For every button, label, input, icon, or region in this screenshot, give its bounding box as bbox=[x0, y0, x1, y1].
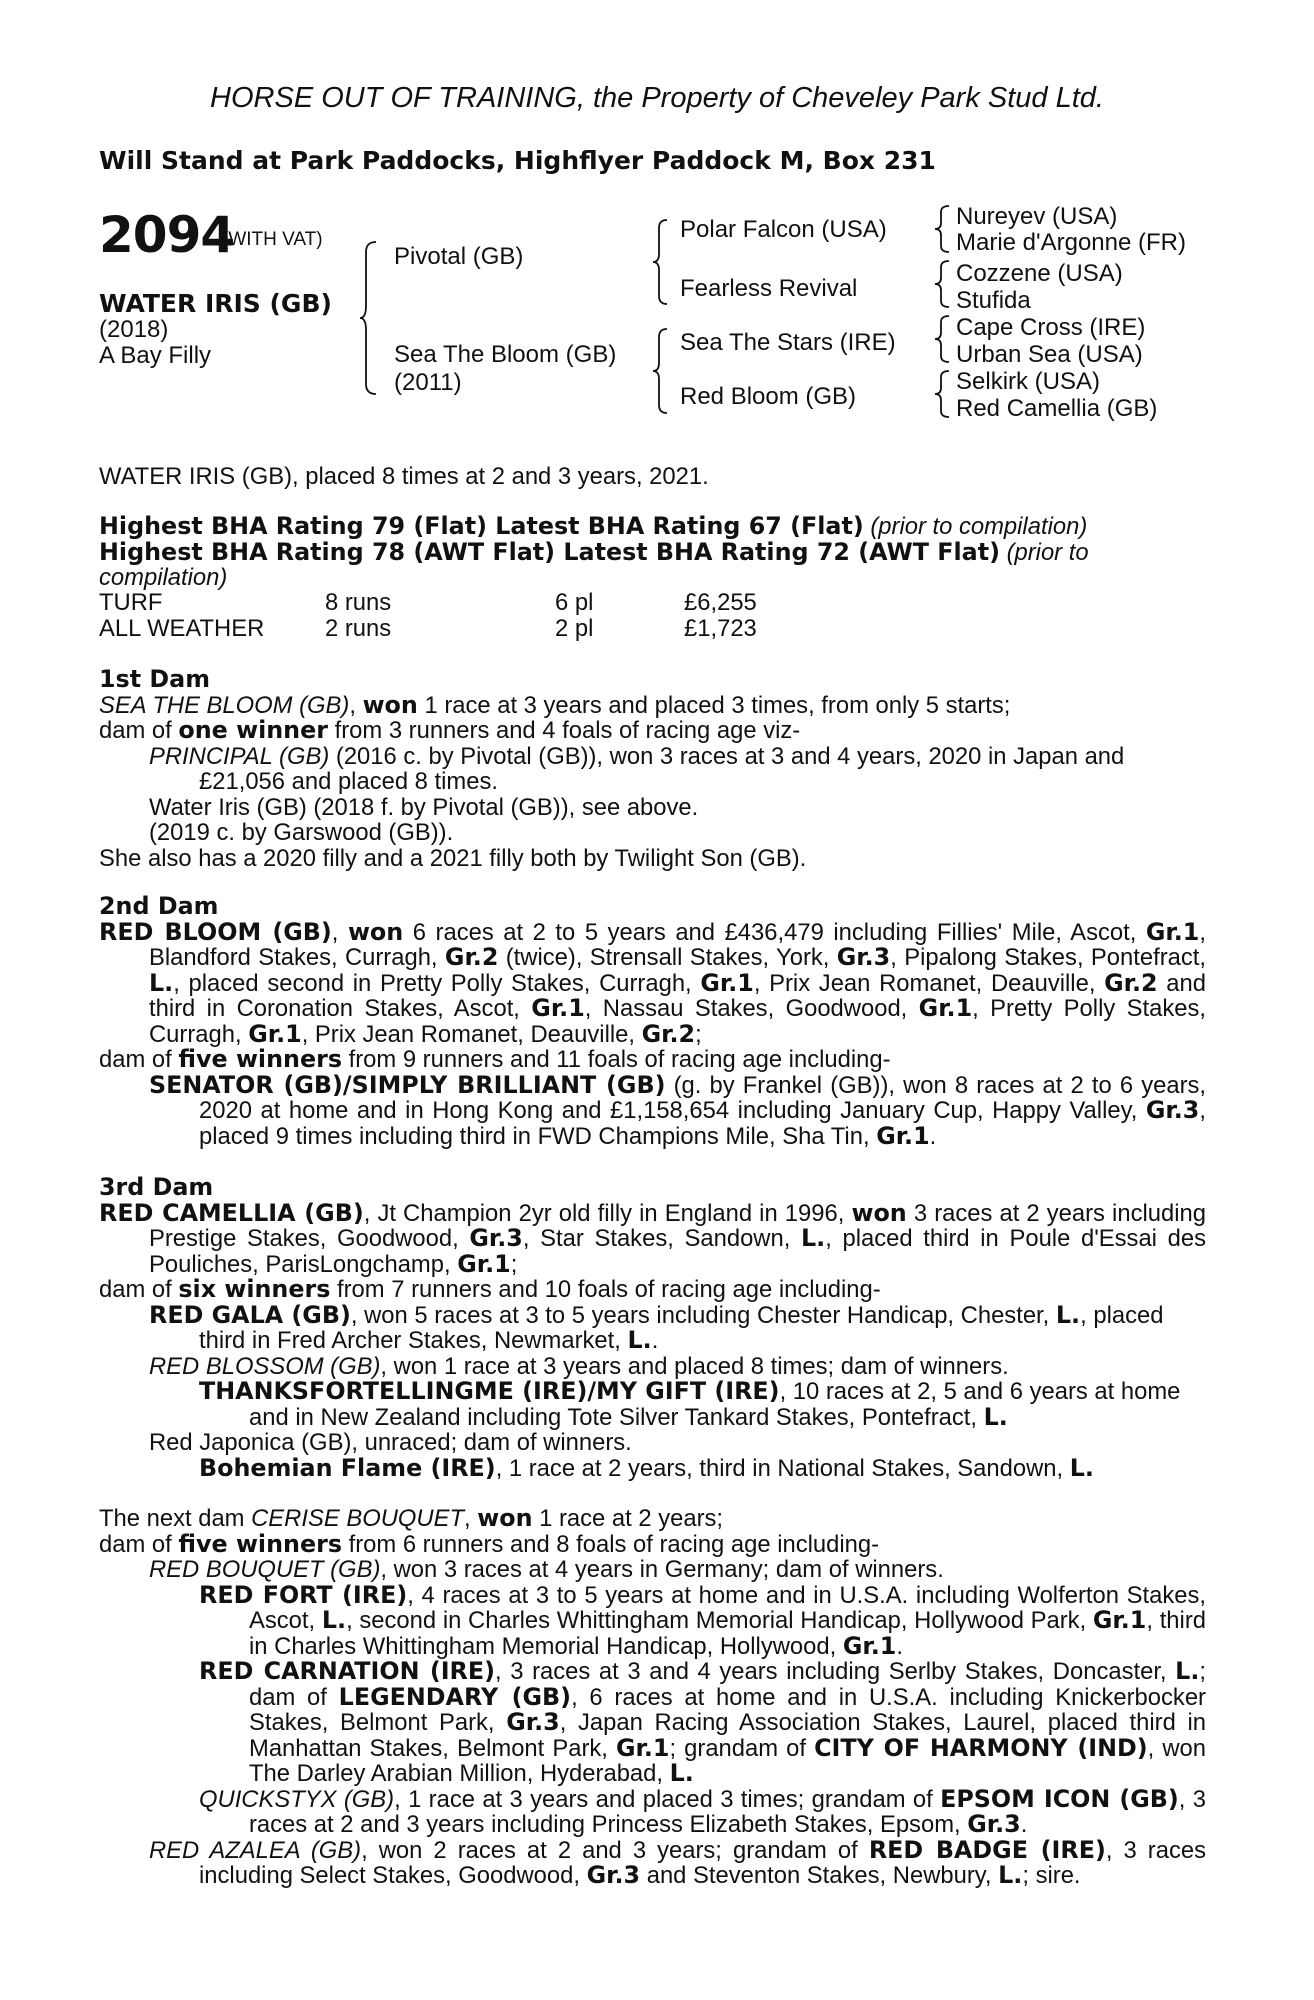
pedigree-brace-dam bbox=[653, 327, 671, 415]
dam-name: CERISE BOUQUET bbox=[251, 1505, 465, 1532]
text: , 10 races at 2, 5 and 6 years at home and in New Zealand including Tote Silver Tankard Stakes, Pontefract, bbox=[249, 1378, 1181, 1431]
winners-count: one winner bbox=[178, 716, 328, 744]
text: ; sire. bbox=[1022, 1862, 1081, 1889]
rating-line bbox=[99, 537, 1206, 591]
pedigree-dam-year: (2011) bbox=[394, 369, 462, 396]
winners-count: five winners bbox=[178, 1529, 343, 1558]
text: from 7 runners and 10 foals of racing age including- bbox=[330, 1276, 881, 1303]
next-dam-section bbox=[99, 1506, 1206, 1889]
text: , 1 race at 2 years, third in National Stakes, Sandown, bbox=[495, 1454, 1070, 1482]
text: , placed third in Fred Archer Stakes, Newmarket, bbox=[199, 1301, 1164, 1354]
text: , Prix Jean Romanet, Deauville, bbox=[753, 969, 1105, 997]
pedigree-brace-ggp-2 bbox=[935, 259, 953, 309]
grade-label: Gr.3 bbox=[586, 1861, 641, 1889]
text: . bbox=[929, 1122, 937, 1150]
text: , 1 race at 3 years and placed 3 times; grandam of bbox=[394, 1785, 941, 1813]
ratings-block bbox=[99, 514, 1206, 591]
produce-intro bbox=[99, 1529, 1206, 1558]
listed-label: L. bbox=[627, 1326, 652, 1354]
dam-record bbox=[99, 1198, 1206, 1278]
produce-name: RED CARNATION (IRE) bbox=[199, 1657, 496, 1685]
pedigree-dam-sire: Sea The Stars (IRE) bbox=[680, 329, 896, 356]
text: , placed 9 times including third in FWD Champions Mile, Sha Tin, bbox=[199, 1097, 1206, 1150]
text: . bbox=[1020, 1811, 1028, 1838]
rating-values: Highest BHA Rating 79 (Flat) Latest BHA Rating 67 (Flat) bbox=[99, 512, 864, 540]
record-placed: 6 pl bbox=[555, 589, 594, 616]
winners-count: six winners bbox=[178, 1275, 331, 1303]
text: , placed third in Poule d'Essai des Pouliches, ParisLongchamp, bbox=[149, 1225, 1206, 1278]
text: ; bbox=[695, 1020, 702, 1048]
text: , Japan Racing Association Stakes, Laurel, placed third in Manhattan Stakes, Belmont Park, bbox=[249, 1709, 1206, 1762]
winners-count: five winners bbox=[178, 1045, 343, 1073]
text: , Pipalong Stakes, Pontefract, bbox=[890, 944, 1206, 971]
grade-label: Gr.3 bbox=[469, 1224, 523, 1252]
grade-label: Gr.3 bbox=[836, 943, 891, 971]
produce-entry: Red Japonica (GB), unraced; dam of winners. bbox=[149, 1429, 632, 1456]
pedigree-ggp: Stufida bbox=[956, 287, 1031, 314]
grade-label: Gr.1 bbox=[1092, 1606, 1147, 1634]
grade-label: Gr.3 bbox=[1145, 1096, 1200, 1124]
produce-intro bbox=[99, 718, 1206, 744]
produce-name: RED BADGE (IRE) bbox=[868, 1835, 1106, 1864]
text: , Jt Champion 2yr old filly in England in 1996, bbox=[363, 1199, 852, 1227]
grade-label: Gr.3 bbox=[506, 1708, 560, 1736]
produce-name: RED AZALEA (GB) bbox=[149, 1836, 362, 1864]
section-heading: 1st Dam bbox=[99, 665, 210, 693]
dam-record bbox=[99, 917, 1206, 1048]
text: , won 5 races at 3 to 5 years including Chester Handicap, Chester, bbox=[350, 1301, 1056, 1329]
produce-entry bbox=[199, 1453, 1206, 1482]
won-label: won bbox=[347, 917, 404, 946]
record-runs: 8 runs bbox=[325, 589, 392, 616]
text: 1 race at 3 years and placed 3 times, from only 5 starts; bbox=[417, 691, 1011, 719]
text: , 3 races at 3 and 4 years including Serlby Stakes, Doncaster, bbox=[495, 1658, 1176, 1685]
text: dam of bbox=[99, 1276, 179, 1303]
grade-label: Gr.1 bbox=[531, 994, 585, 1022]
produce-note: She also has a 2020 filly and a 2021 filly both by Twilight Son (GB). bbox=[99, 844, 807, 872]
horse-name: WATER IRIS (GB) bbox=[99, 289, 332, 318]
text: , 3 races including Select Stakes, Goodwood, bbox=[199, 1836, 1206, 1889]
dam-record bbox=[99, 1506, 1206, 1532]
text: . bbox=[896, 1632, 903, 1660]
lot-number: 2094 bbox=[99, 206, 235, 264]
pedigree-ggp: Urban Sea (USA) bbox=[956, 341, 1143, 368]
text: from 3 runners and 4 foals of racing age viz- bbox=[328, 717, 801, 744]
produce-entry bbox=[199, 1379, 1206, 1430]
produce-entry bbox=[199, 1659, 1206, 1787]
text: from 6 runners and 8 foals of racing age including- bbox=[342, 1530, 880, 1558]
pedigree-dam: Sea The Bloom (GB) bbox=[394, 341, 617, 368]
produce-name: EPSOM ICON (GB) bbox=[940, 1784, 1179, 1813]
horse-description: A Bay Filly bbox=[99, 342, 212, 369]
pedigree-brace-ggp-3 bbox=[935, 314, 953, 364]
text: 6 races at 2 to 5 years and £436,479 including Fillies' Mile, Ascot, bbox=[403, 918, 1146, 946]
rating-note: (prior to compilation) bbox=[870, 513, 1088, 540]
listed-label: L. bbox=[149, 968, 174, 997]
text: (2016 c. by Pivotal (GB)), won 3 races at 3 and 4 years, 2020 in Japan and £21,056 and placed 8 times. bbox=[199, 742, 1125, 795]
horse-year: (2018) bbox=[99, 316, 169, 343]
text: , Blandford Stakes, Curragh, bbox=[149, 918, 1206, 971]
pedigree-sire: Pivotal (GB) bbox=[394, 243, 524, 270]
grade-label: Gr.2 bbox=[1104, 968, 1158, 997]
produce-entry: Water Iris (GB) (2018 f. by Pivotal (GB)), see above. bbox=[149, 793, 699, 821]
produce-name: SENATOR (GB)/SIMPLY BRILLIANT (GB) bbox=[149, 1070, 666, 1099]
grade-label: Gr.1 bbox=[842, 1631, 897, 1660]
grade-label: Gr.2 bbox=[641, 1019, 696, 1048]
section-heading: 3rd Dam bbox=[99, 1173, 214, 1201]
pedigree-brace-ggp-4 bbox=[935, 369, 953, 419]
produce-intro bbox=[99, 1047, 1206, 1073]
pedigree-ggp: Cape Cross (IRE) bbox=[956, 314, 1146, 341]
listed-label: L. bbox=[998, 1861, 1023, 1889]
grade-label: Gr.1 bbox=[457, 1249, 511, 1278]
text: dam of bbox=[99, 1046, 179, 1073]
text: 1 race at 2 years; bbox=[532, 1505, 723, 1532]
text: ; bbox=[510, 1250, 518, 1278]
record-runs: 2 runs bbox=[325, 615, 392, 642]
text: , placed second in Pretty Polly Stakes, Curragh, bbox=[173, 969, 701, 997]
pedigree-brace-sire bbox=[653, 218, 671, 306]
text: , Nassau Stakes, Goodwood, bbox=[584, 995, 919, 1022]
text: and third in Coronation Stakes, Ascot, bbox=[149, 969, 1206, 1022]
first-dam-section bbox=[99, 667, 1206, 871]
produce-name: QUICKSTYX (GB) bbox=[199, 1785, 395, 1813]
text: ; grandam of bbox=[669, 1734, 815, 1762]
pedigree-sire-sire: Polar Falcon (USA) bbox=[680, 216, 887, 243]
listed-label: L. bbox=[1069, 1453, 1094, 1482]
grade-label: Gr.1 bbox=[700, 968, 754, 997]
text: , won 3 races at 4 years in Germany; dam of winners. bbox=[380, 1556, 944, 1583]
won-label: won bbox=[477, 1504, 533, 1532]
pedigree-ggp: Nureyev (USA) bbox=[956, 203, 1118, 230]
produce-name: LEGENDARY (GB) bbox=[338, 1682, 572, 1711]
produce-entry bbox=[149, 1835, 1206, 1889]
produce-entry bbox=[149, 744, 1206, 795]
produce-entry bbox=[149, 1300, 1206, 1354]
text: , won The Darley Arabian Million, Hyderabad, bbox=[249, 1734, 1206, 1787]
rating-values: Highest BHA Rating 78 (AWT Flat) Latest BHA Rating 72 (AWT Flat) bbox=[99, 537, 1000, 566]
won-label: won bbox=[362, 690, 418, 719]
text: and Steventon Stakes, Newbury, bbox=[640, 1862, 999, 1889]
record-surface: ALL WEATHER bbox=[99, 615, 265, 642]
pedigree-ggp: Cozzene (USA) bbox=[956, 260, 1123, 287]
produce-entry bbox=[149, 1070, 1206, 1150]
pedigree-sire-dam: Fearless Revival bbox=[680, 275, 858, 302]
grade-label: Gr.1 bbox=[1145, 917, 1200, 946]
record-earnings: £6,255 bbox=[684, 589, 757, 616]
listed-label: L. bbox=[983, 1402, 1008, 1431]
listed-label: L. bbox=[1175, 1657, 1200, 1685]
produce-name: PRINCIPAL (GB) bbox=[149, 742, 330, 770]
text: , bbox=[464, 1505, 478, 1532]
dam-name: RED BLOOM (GB) bbox=[99, 917, 332, 946]
text: (g. by Frankel (GB)), won 8 races at 2 to 6 years, 2020 at home and in Hong Kong and £1,158,654 including January Cup, Happy Valley, bbox=[199, 1071, 1206, 1124]
dam-name: SEA THE BLOOM (GB) bbox=[99, 691, 350, 719]
section-heading: 2nd Dam bbox=[99, 892, 219, 920]
text: from 9 runners and 11 foals of racing age including- bbox=[342, 1046, 891, 1073]
grade-label: Gr.1 bbox=[918, 994, 973, 1022]
text: ; dam of bbox=[249, 1658, 1207, 1711]
dam-name: RED CAMELLIA (GB) bbox=[99, 1198, 364, 1227]
stand-location: Will Stand at Park Paddocks, Highflyer Paddock M, Box 231 bbox=[99, 146, 936, 175]
race-summary: WATER IRIS (GB), placed 8 times at 2 and 3 years, 2021. bbox=[99, 463, 709, 490]
text: , 6 races at home and in U.S.A. including Knickerbocker Stakes, Belmont Park, bbox=[249, 1683, 1206, 1736]
produce-name: RED BOUQUET (GB) bbox=[149, 1556, 381, 1583]
pedigree-ggp: Red Camellia (GB) bbox=[956, 395, 1158, 422]
produce-name: RED BLOSSOM (GB) bbox=[149, 1352, 381, 1380]
produce-entry bbox=[149, 1354, 1206, 1380]
pedigree-ggp: Selkirk (USA) bbox=[956, 368, 1101, 395]
produce-entry bbox=[149, 1557, 1206, 1583]
produce-name: CITY OF HARMONY (IND) bbox=[814, 1733, 1148, 1762]
text: , bbox=[349, 691, 363, 719]
text: , Star Stakes, Sandown, bbox=[522, 1225, 802, 1252]
text: , 4 races at 3 to 5 years at home and in U.S.A. including Wolferton Stakes, Ascot, bbox=[249, 1581, 1207, 1634]
text: , third in Charles Whittingham Memorial Handicap, Hollywood, bbox=[249, 1607, 1206, 1660]
record-placed: 2 pl bbox=[555, 615, 594, 642]
rating-line bbox=[99, 514, 1206, 540]
second-dam-section bbox=[99, 894, 1206, 1149]
produce-entry bbox=[199, 1784, 1206, 1838]
produce-name: THANKSFORTELLINGME (IRE)/MY GIFT (IRE) bbox=[199, 1377, 780, 1405]
text: , Prix Jean Romanet, Deauville, bbox=[301, 1020, 642, 1048]
record-earnings: £1,723 bbox=[684, 615, 757, 642]
rating-note: (prior to compilation) bbox=[99, 538, 1089, 591]
grade-label: Gr.1 bbox=[615, 1733, 670, 1762]
pedigree-dam-dam: Red Bloom (GB) bbox=[680, 383, 857, 410]
won-label: won bbox=[851, 1198, 907, 1227]
text: . bbox=[651, 1327, 659, 1354]
pedigree-ggp: Marie d'Argonne (FR) bbox=[956, 229, 1186, 256]
produce-name: Bohemian Flame (IRE) bbox=[199, 1453, 496, 1482]
page-title: HORSE OUT OF TRAINING, the Property of Cheveley Park Stud Ltd. bbox=[210, 82, 1104, 114]
record-surface: TURF bbox=[99, 589, 163, 616]
pedigree-brace-ggp-1 bbox=[935, 204, 953, 254]
produce-entry bbox=[199, 1580, 1207, 1660]
text: The next dam bbox=[99, 1505, 252, 1532]
third-dam-section bbox=[99, 1175, 1206, 1481]
produce-intro bbox=[99, 1277, 1206, 1303]
grade-label: Gr.3 bbox=[967, 1810, 1021, 1838]
listed-label: L. bbox=[1055, 1300, 1081, 1329]
pedigree-brace-1 bbox=[360, 240, 380, 396]
listed-label: L. bbox=[801, 1224, 826, 1252]
text: , second in Charles Whittingham Memorial Handicap, Hollywood Park, bbox=[346, 1607, 1093, 1634]
text: , Pretty Polly Stakes, Curragh, bbox=[149, 995, 1206, 1048]
lot-vat-note: (WITH VAT) bbox=[222, 229, 323, 250]
grade-label: Gr.1 bbox=[248, 1019, 302, 1048]
text: , won 1 race at 3 years and placed 8 times; dam of winners. bbox=[380, 1352, 1009, 1380]
listed-label: L. bbox=[669, 1759, 694, 1787]
dam-record bbox=[99, 690, 1206, 719]
produce-entry: (2019 c. by Garswood (GB)). bbox=[149, 819, 454, 846]
text: dam of bbox=[99, 1530, 179, 1558]
grade-label: Gr.2 bbox=[444, 943, 499, 971]
text: dam of bbox=[99, 717, 179, 744]
text: , bbox=[331, 918, 348, 946]
listed-label: L. bbox=[321, 1606, 347, 1634]
text: , won 2 races at 2 and 3 years; grandam of bbox=[361, 1836, 869, 1864]
grade-label: Gr.1 bbox=[876, 1121, 930, 1150]
produce-name: RED GALA (GB) bbox=[149, 1300, 351, 1329]
text: 3 races at 2 years including Prestige Stakes, Goodwood, bbox=[149, 1199, 1206, 1252]
text: , 3 races at 2 and 3 years including Princess Elizabeth Stakes, Epsom, bbox=[249, 1785, 1206, 1838]
produce-name: RED FORT (IRE) bbox=[199, 1580, 408, 1609]
text: (twice), Strensall Stakes, York, bbox=[498, 944, 837, 971]
